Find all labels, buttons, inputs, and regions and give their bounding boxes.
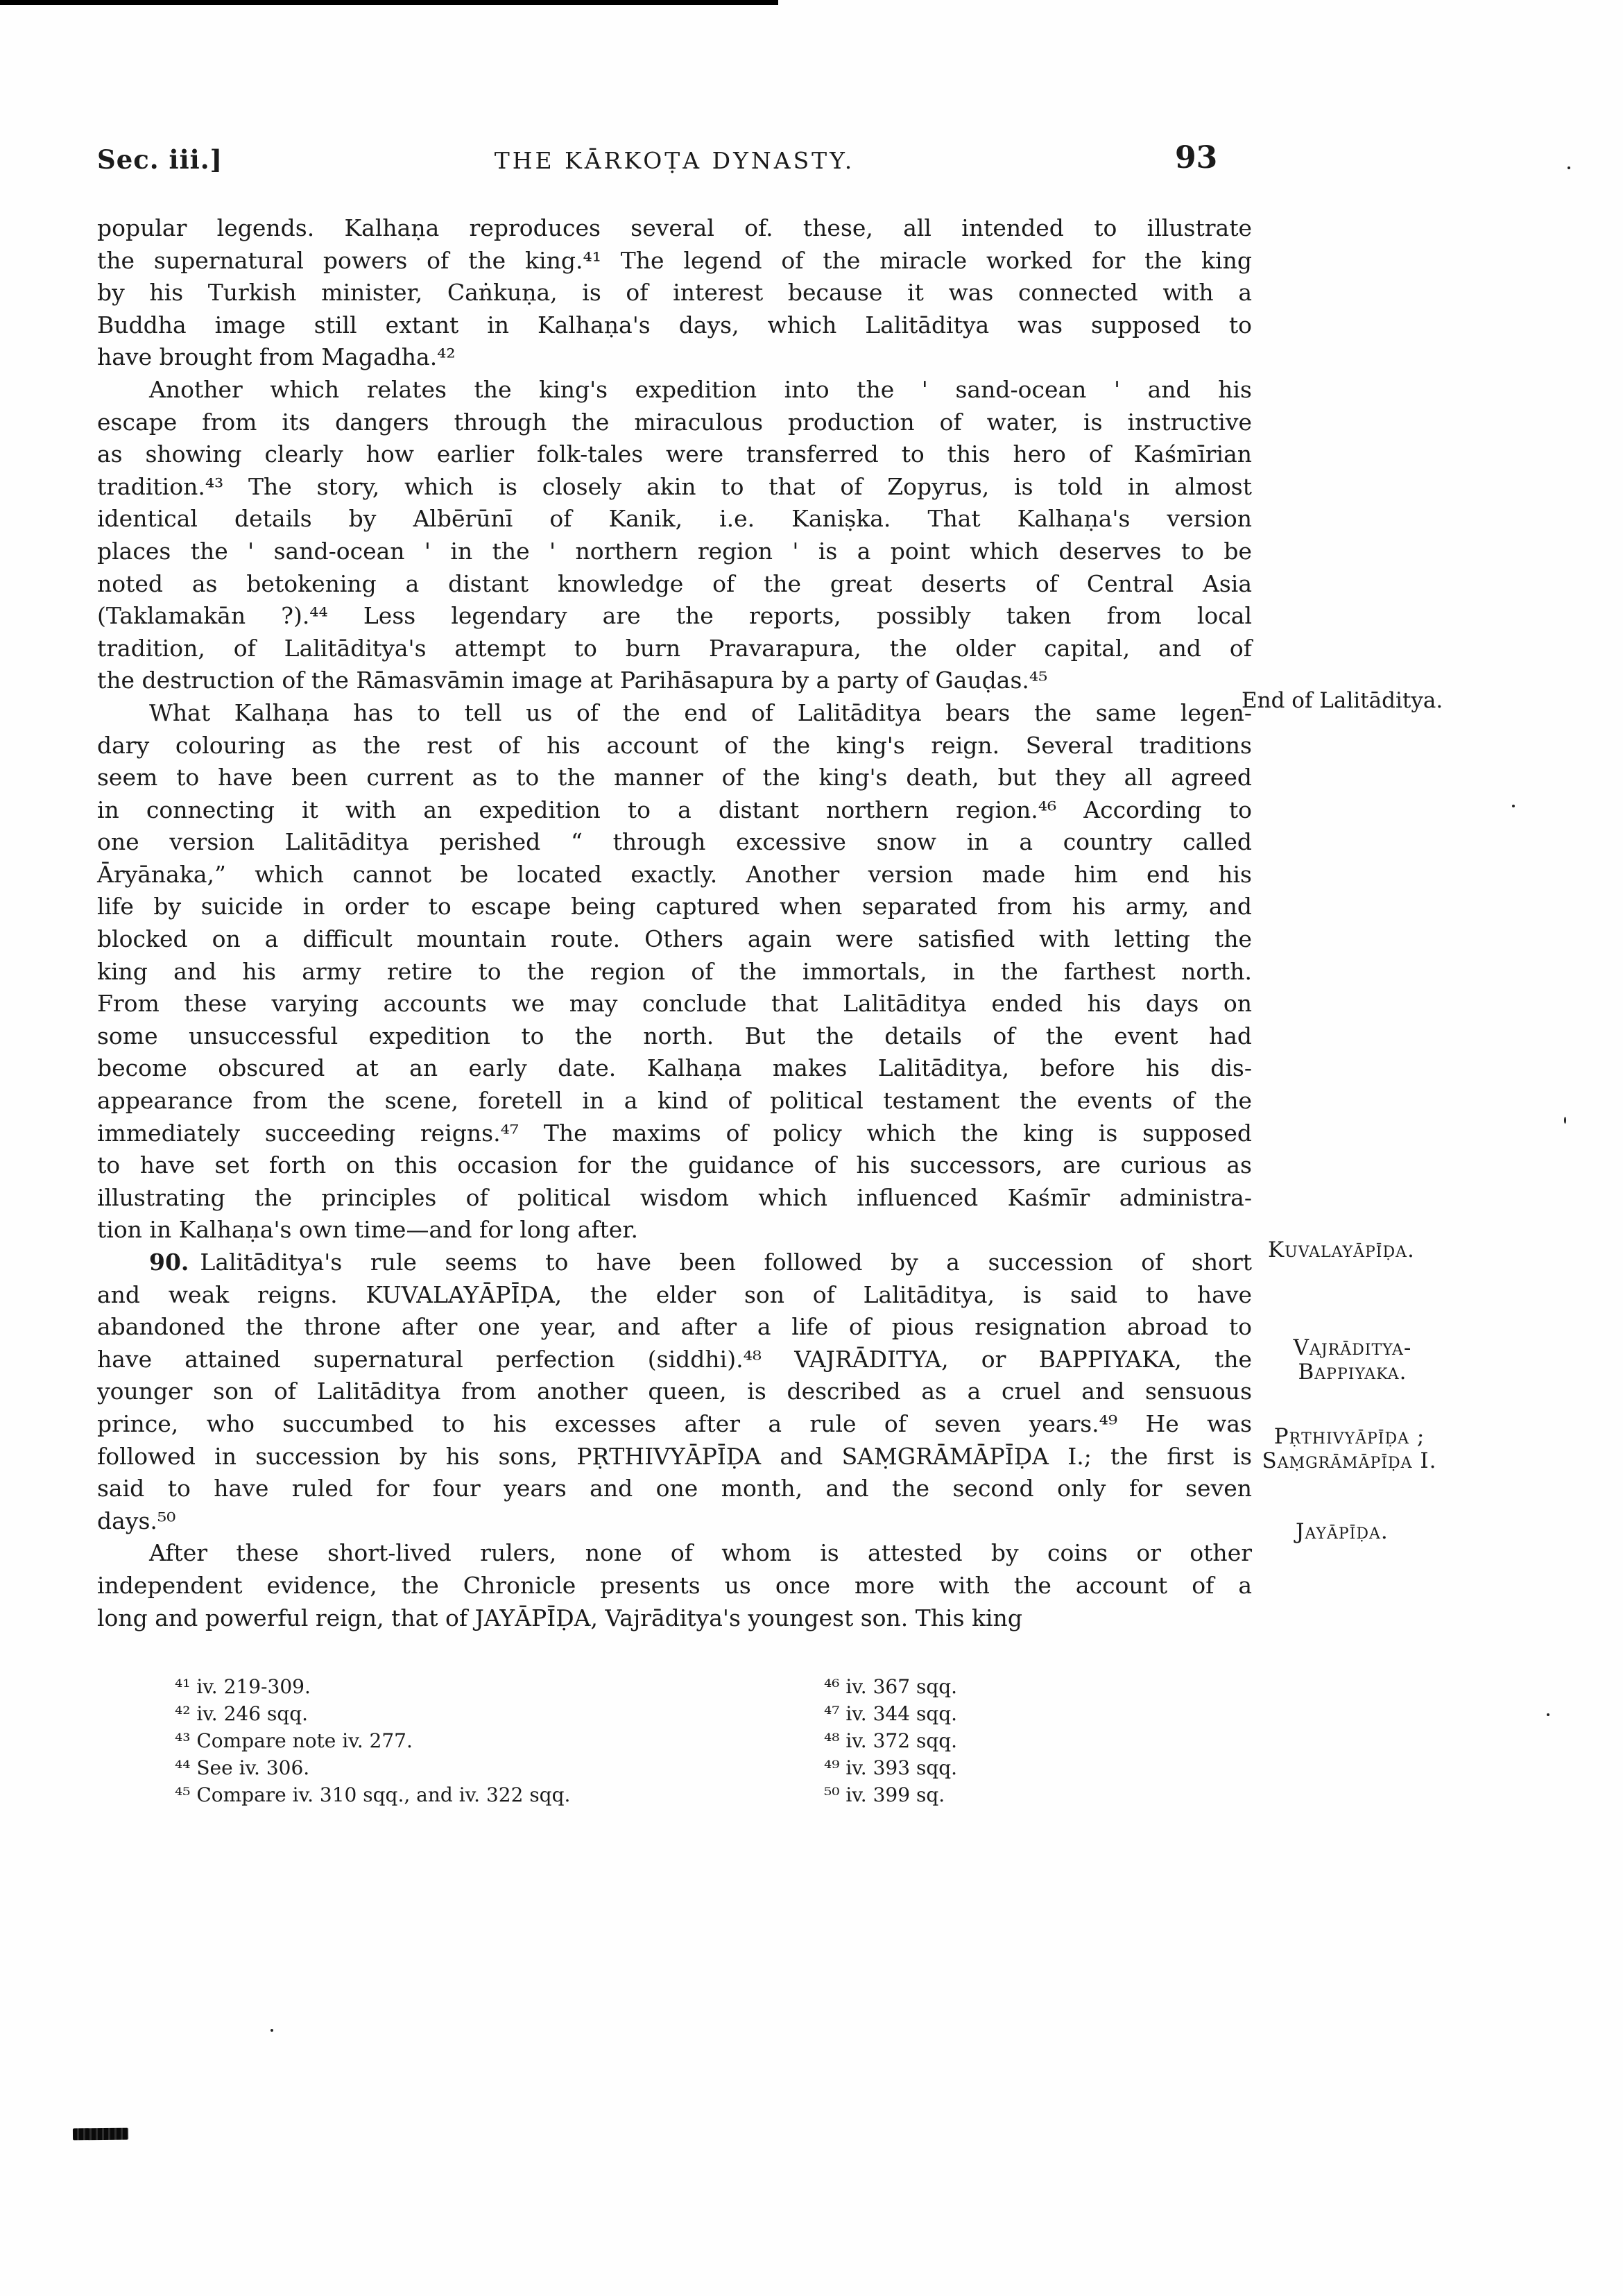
scan-artifact-top-bar: [0, 0, 778, 5]
text-line: What Kalhaṇa has to tell us of the end of Lalitāditya bears the same legen-: [149, 699, 1252, 726]
paragraph: [97, 1246, 1252, 1537]
text-line: illustrating the principles of political wisdom which influenced Kaśmīr administra-: [97, 1183, 1252, 1211]
footnote: ⁴⁸ iv. 372 sqq.: [824, 1729, 958, 1752]
text-line: independent evidence, the Chronicle presents us once more with the account of a: [97, 1571, 1252, 1599]
text-line: said to have ruled for four years and one month, and the second only for seven: [97, 1475, 1252, 1502]
paragraph-number: 90.: [149, 1249, 189, 1276]
paragraph: [97, 374, 1252, 697]
margin-note-text: Bappiyaka.: [1298, 1360, 1407, 1385]
text-line: Another which relates the king's expedition into the ' sand-ocean ' and his: [149, 375, 1252, 403]
text-line: king and his army retire to the region of the immortals, in the farthest north.: [97, 957, 1252, 985]
text-line: the destruction of the Rāmasvāmin image at Parihāsapura by a party of Gauḍas.⁴⁵: [97, 667, 1048, 694]
text-line: as showing clearly how earlier folk-tales were transferred to this hero of Kaśmīrian: [97, 440, 1252, 468]
text-line: days.⁵⁰: [97, 1507, 176, 1534]
text-line: tradition, of Lalitāditya's attempt to burn Pravarapura, the older capital, and of: [97, 634, 1252, 662]
text-line: abandoned the throne after one year, and after a life of pious resignation abroad to: [97, 1313, 1252, 1341]
text-line: seem to have been current as to the manner of the king's death, but they all agreed: [97, 764, 1252, 791]
text-line: tradition.⁴³ The story, which is closely akin to that of Zopyrus, is told in almost: [97, 472, 1252, 500]
scan-speck: [1547, 1713, 1549, 1716]
text-line: immediately succeeding reigns.⁴⁷ The maxims of policy which the king is supposed: [97, 1119, 1252, 1147]
margin-note-vajraditya-bappiyaka: [1280, 1336, 1425, 1385]
text-line: blocked on a difficult mountain route. Others again were satisfied with letting the: [97, 925, 1252, 953]
text-line: (Taklamakān ?).⁴⁴ Less legendary are the reports, possibly taken from local: [97, 602, 1252, 630]
footnotes-left-column: [175, 1673, 799, 1808]
section-label: Sec. iii.]: [97, 144, 223, 175]
margin-note-jayapida: [1296, 1519, 1573, 1544]
margin-note-text: Saṃgrāmāpīḍa I.: [1262, 1448, 1437, 1473]
text-line: 90. Lalitāditya's rule seems to have been followed by a succession of short: [149, 1249, 1252, 1276]
margin-note-text: End of Lalitāditya.: [1242, 688, 1443, 713]
footnote: ⁴⁷ iv. 344 sqq.: [824, 1702, 958, 1725]
text-line: noted as betokening a distant knowledge of the great deserts of Central Asia: [97, 569, 1252, 597]
running-title: THE KĀRKOṬA DYNASTY.: [494, 147, 855, 174]
text-line: some unsuccessful expedition to the north. But the details of the event had: [97, 1022, 1252, 1050]
footnote: ⁴³ Compare note iv. 277.: [175, 1729, 413, 1752]
paragraph: [97, 697, 1252, 1246]
text-line: appearance from the scene, foretell in a kind of political testament the events of the: [97, 1087, 1252, 1115]
text-line: long and powerful reign, that of JAYĀPĪḌA, Vajrāditya's youngest son. This king: [97, 1604, 1022, 1631]
text-line: identical details by Albērūnī of Kanik, i.e. Kaniṣka. That Kalhaṇa's version: [97, 505, 1252, 533]
margin-note-end-of-lalitaditya: [1242, 688, 1609, 713]
scan-artifact-smudge: [73, 2128, 128, 2141]
footnote: ⁴⁵ Compare iv. 310 sqq., and iv. 322 sqq.: [175, 1783, 571, 1806]
margin-note-text: Jayāpīḍa.: [1296, 1519, 1389, 1544]
text-line: places the ' sand-ocean ' in the ' northern region ' is a point which deserves to be: [97, 537, 1252, 565]
page-header: [0, 140, 1623, 179]
text-line: prince, who succumbed to his excesses after a rule of seven years.⁴⁹ He was: [97, 1410, 1252, 1437]
text-line: have attained supernatural perfection (siddhi).⁴⁸ VAJRĀDITYA, or BAPPIYAKA, the: [97, 1345, 1252, 1373]
scan-speck: [270, 2029, 273, 2032]
text-line: younger son of Lalitāditya from another queen, is described as a cruel and sensuous: [97, 1378, 1252, 1405]
text-line: life by suicide in order to escape being captured when separated from his army, and: [97, 893, 1252, 920]
paragraph: [97, 1537, 1252, 1634]
scan-speck: [1512, 805, 1515, 807]
text-line: by his Turkish minister, Caṅkuṇa, is of interest because it was connected with a: [97, 279, 1252, 307]
text-line: popular legends. Kalhaṇa reproduces several of. these, all intended to illustrate: [97, 214, 1252, 241]
text-line: After these short-lived rulers, none of whom is attested by coins or other: [149, 1539, 1252, 1567]
text-line: become obscured at an early date. Kalhaṇa makes Lalitāditya, before his dis-: [97, 1054, 1252, 1082]
paragraph: [97, 212, 1252, 374]
margin-note-kuvalayapida: [1268, 1237, 1615, 1262]
text-line: Buddha image still extant in Kalhaṇa's days, which Lalitāditya was supposed to: [97, 311, 1252, 339]
footnote: ⁴⁶ iv. 367 sqq.: [824, 1675, 958, 1698]
text-line: and weak reigns. KUVALAYĀPĪḌA, the elder son of Lalitāditya, is said to have: [97, 1280, 1252, 1308]
footnote: ⁴⁴ See iv. 306.: [175, 1756, 310, 1779]
scan-speck: [1564, 1117, 1566, 1124]
margin-note-text: Vajrāditya-: [1293, 1335, 1412, 1360]
text-line: escape from its dangers through the miraculous production of water, is instructive: [97, 408, 1252, 436]
text-line: tion in Kalhaṇa's own time—and for long after.: [97, 1216, 638, 1244]
margin-note-prthivyapida-samgramapida: [1247, 1425, 1452, 1473]
margin-note-text: Kuvalayāpīḍa.: [1268, 1237, 1415, 1262]
footnote: ⁴¹ iv. 219-309.: [175, 1675, 311, 1698]
text-line: in connecting it with an expedition to a distant northern region.⁴⁶ According to: [97, 796, 1252, 823]
text-line: have brought from Magadha.⁴²: [97, 343, 456, 371]
footnote: ⁴⁹ iv. 393 sqq.: [824, 1756, 958, 1779]
text-line: dary colouring as the rest of his account of the king's reign. Several traditions: [97, 731, 1252, 759]
text-line: followed in succession by his sons, PṚTHIVYĀPĪḌA and SAṂGRĀMĀPĪḌA I.; the first is: [97, 1442, 1252, 1470]
text-line: From these varying accounts we may conclude that Lalitāditya ended his days on: [97, 990, 1252, 1018]
footnote: ⁵⁰ iv. 399 sq.: [824, 1783, 945, 1806]
body-text: [97, 212, 1252, 1634]
text-line: Āryānaka,” which cannot be located exactly. Another version made him end his: [97, 860, 1252, 888]
text-line: the supernatural powers of the king.⁴¹ The legend of the miracle worked for the king: [97, 246, 1252, 274]
page-number: 93: [1175, 140, 1218, 175]
footnote: ⁴² iv. 246 sqq.: [175, 1702, 309, 1725]
text-line: to have set forth on this occasion for the guidance of his successors, are curious as: [97, 1151, 1252, 1179]
margin-note-text: Pṛthivyāpīḍa ;: [1273, 1424, 1425, 1449]
footnotes-right-column: [824, 1673, 1268, 1808]
text-line: one version Lalitāditya perished “ through excessive snow in a country called: [97, 828, 1252, 856]
